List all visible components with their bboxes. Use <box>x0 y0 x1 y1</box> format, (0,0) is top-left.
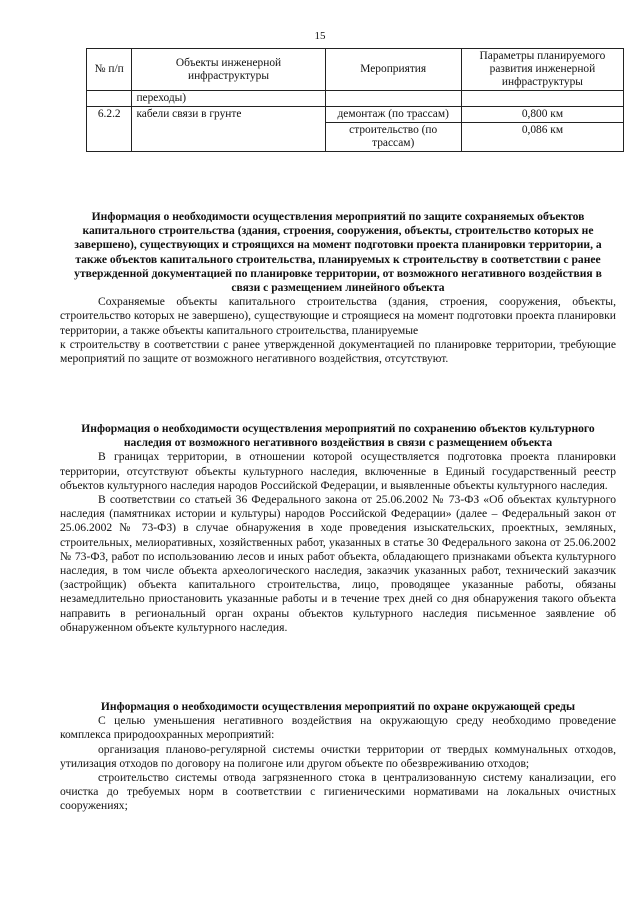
paragraph: В границах территории, в отношении которой осуществляется подготовка проекта планировки территории, отсутствуют объекты культурного наследия, включенные в Единый государственный реестр объектов культурного наследия народов Российской Федерации, и выявленные объекты культурного наследия. <box>60 450 616 492</box>
measure-action: строительство (по трассам) <box>325 123 461 152</box>
header-number: № п/п <box>87 49 132 91</box>
page-number: 15 <box>314 30 326 42</box>
measure-value: 0,800 км <box>461 107 623 123</box>
paragraph: С целью уменьшения негативного воздействия на окружающую среду необходимо проведение комплекса природоохранных мероприятий: <box>60 714 616 742</box>
header-object: Объекты инженерной инфраструктуры <box>132 49 325 91</box>
table-header-row <box>87 49 624 91</box>
paragraph: В соответствии со статьей 36 Федерального закона от 25.06.2002 № 73-ФЗ «Об объектах культурного наследия (памятниках истории и культуры) народов Российской Федерации» (далее – Федеральный закон от 25.06.2002 № 73-ФЗ) в случае обнаружения в ходе проведения изыскательских, проектных, земляных, строительных, мелиоративных, хозяйственных работ, указанных в статье 30 Федерального закона от 25.06.2002 № 73-ФЗ, работ по использованию лесов и иных работ объекта, обладающего признаками объекта культурного наследия, в том числе объекта археологического наследия, заказчик указанных работ, технический заказчик (застройщик) объекта капитального строительства, лицо, проводящее указанные работы, обязаны незамедлительно приостановить указанные работы и в течение трех дней со дня обнаружения такого объекта направить в региональный орган охраны объектов культурного наследия письменное заявление об обнаруженном объекте культурного наследия. <box>60 493 616 634</box>
section-heading: Информация о необходимости осуществления мероприятий по охране окружающей среды <box>100 700 576 713</box>
continued-text: переходы) <box>132 91 325 107</box>
table-row <box>87 123 624 152</box>
section-heading: Информация о необходимости осуществления мероприятий по защите сохраняемых объектов капитального строительства (здания, строения, сооружения, объекты, строительство которых не завершено), существующих и строящихся на момент подготовки проекта планировки территории, а также объектов капитального строительства, планируемых к строительству в соответствии с ранее утвержденной документацией по планировке территории, от возможного негативного воздействия в связи с размещением линейного объекта <box>74 210 602 295</box>
section-heading: Информация о необходимости осуществления мероприятий по сохранению объектов культурного наследия от возможного негативного воздействия в связи с размещением объекта <box>81 422 595 450</box>
section-environment <box>60 700 616 814</box>
measure-value: 0,086 км <box>461 123 623 152</box>
section-cultural-heritage <box>60 422 616 635</box>
section-protection <box>60 210 616 366</box>
paragraph: организация планово-регулярной системы очистки территории от твердых коммунальных отходов, утилизация отходов по договору на полигоне или другом объекте по обезвреживанию отходов; <box>60 742 616 770</box>
header-parameters: Параметры планируемого развития инженерной инфраструктуры <box>461 49 623 91</box>
paragraph: Сохраняемые объекты капитального строительства (здания, строения, сооружения, объекты, строительство которых не завершено), существующие и строящиеся на момент подготовки проекта планировки территории, а также объекты капитального строительства, планируемые <box>60 295 616 337</box>
paragraph: строительство системы отвода загрязненного стока в централизованную систему канализации, его очистка до требуемых норм в соответствии с гигиеническими нормативами на локальных очистных сооружениях; <box>60 771 616 813</box>
table-row <box>87 107 624 123</box>
row-number: 6.2.2 <box>87 107 132 123</box>
measure-action: демонтаж (по трассам) <box>325 107 461 123</box>
infrastructure-table <box>86 48 624 152</box>
row-object: кабели связи в грунте <box>132 107 325 123</box>
header-measures: Мероприятия <box>325 49 461 91</box>
paragraph: к строительству в соответствии с ранее утвержденной документацией по планировке территории, требующие мероприятий по защите от возможного негативного воздействия, отсутствуют. <box>60 337 616 366</box>
table-row <box>87 91 624 107</box>
